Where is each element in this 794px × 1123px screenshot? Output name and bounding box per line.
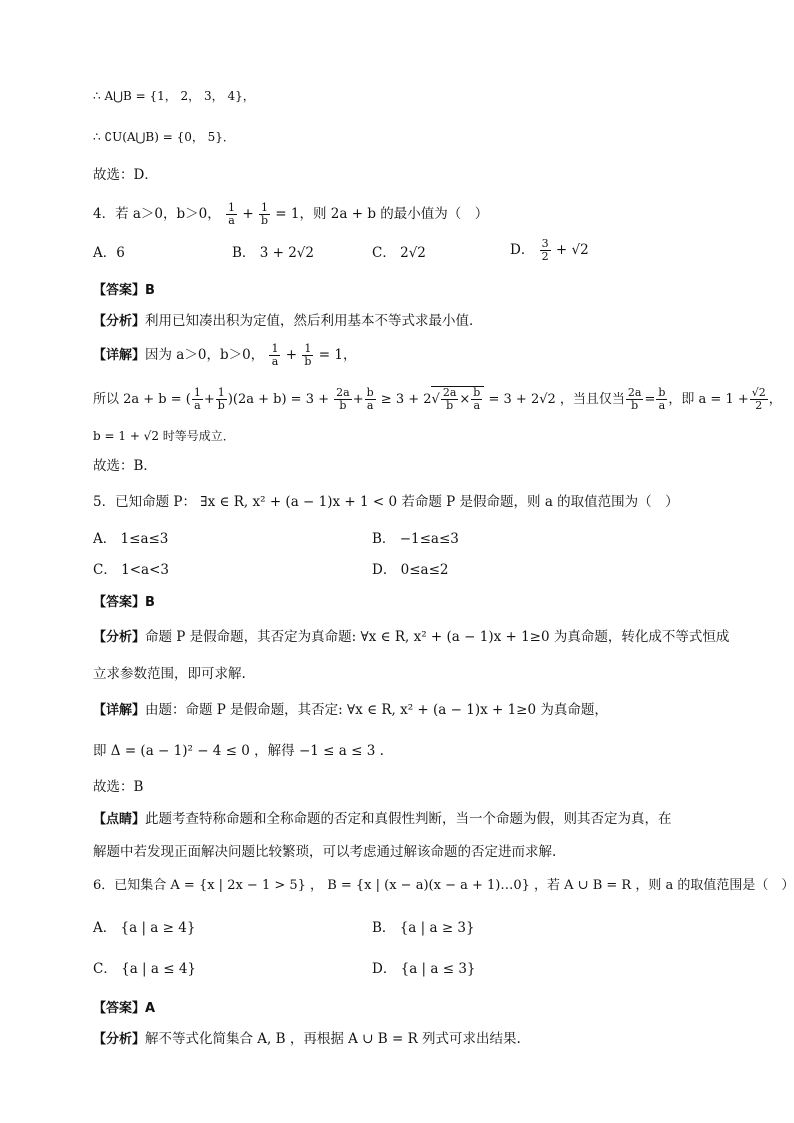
option-b: B． −1≤a≤3 [372,531,459,547]
option-a: A．6 [93,245,125,261]
analysis-line: 【分析】解不等式化简集合 A, B ，再根据 A ∪ B = R 列式可求出结果. [93,1031,521,1047]
option-d: D． {a | a ≤ 3} [372,961,476,977]
option-c: C． 1<a<3 [93,562,169,578]
analysis-line: 【分析】利用已知凑出积为定值，然后利用基本不等式求最小值． [93,313,483,329]
option-d: D． 0≤a≤2 [372,562,449,578]
comment-line: 【点睛】此题考查特称命题和全称命题的否定和真假性判断，当一个命题为假，则其否定为真，在 [93,811,672,827]
detail-line: 所以 2a + b = ( $\frac{1}{a}$ + $\frac{1}{b}$ )(2a + b) = 3 + $\frac{2a}{b}$ + $\frac{b}{a}$ ≥ 3 + 2√ $\frac{2a}{b}$ × $\frac{b}{a}$ = 3 + 2√2 ，当且仅当 $\frac{2a}{b}$ = $\frac{b}{a}$ ，即 a = 1 + $\frac{√2}{2}$ ， [93,386,782,412]
text-line: ∴ ∁U(A⋃B) = {0， 5}． [93,130,235,144]
detail-line: b = 1 + √2 时等号成立． [93,429,235,443]
detail-line: 即 Δ = (a − 1)² − 4 ≤ 0 ，解得 −1 ≤ a ≤ 3 . [93,743,384,759]
option-a: A． {a | a ≥ 4} [93,920,196,936]
detail-line: 【详解】由题：命题 P 是假命题，其否定: ∀x ∈ R, x² + (a − 1)x + 1≥0 为真命题， [93,702,608,718]
analysis-line: 【分析】命题 P 是假命题，其否定为真命题: ∀x ∈ R, x² + (a − 1)x + 1≥0 为真命题，转化成不等式恒成 [93,629,730,645]
question-6-stem: 6．已知集合 A = {x | 2x − 1 > 5} ， B = {x | (x − a)(x − a + 1)…0} ，若 A ∪ B = R ，则 a 的取值范围是（ ） [93,878,794,893]
text-line: 故选：D． [93,167,158,183]
detail-line: 【详解】因为 a＞0，b＞0， $\frac{1}{a}$ + $\frac{1}{b}$ = 1， [93,342,357,368]
answer-line: 【答案】A [93,1001,156,1016]
option-b: B． {a | a ≥ 3} [372,920,475,936]
comment-line: 解题中若发现正面解决问题比较繁琐，可以考虑通过解该命题的否定进而求解. [93,844,557,860]
option-b: B． 3 + 2√2 [232,245,314,261]
question-4-stem: 4．若 a＞0，b＞0， $\frac{1}{a}$ + $\frac{1}{b}$ = 1，则 2a + b 的最小值为（ ） [93,201,489,227]
fraction: $\frac{1}{b}$ [260,201,268,227]
answer-line: 【答案】B [93,595,155,610]
option-c: C． {a | a ≤ 4} [93,961,197,977]
option-a: A． 1≤a≤3 [93,531,169,547]
fraction: $\frac{1}{a}$ [228,201,236,227]
option-d: D． $\frac{3}{2}$ + √2 [510,237,589,263]
question-5-stem: 5．已知命题 P： ∃x ∈ R, x² + (a − 1)x + 1 < 0 若命题 P 是假命题，则 a 的取值范围为（ ） [93,494,679,510]
text-line: 故选：B． [93,458,157,474]
text-line: 故选：B [93,779,144,795]
answer-line: 【答案】B [93,283,155,298]
option-c: C． 2√2 [372,245,426,261]
text-line: ∴ A⋃B = {1， 2， 3， 4}， [93,89,255,103]
analysis-line: 立求参数范围，即可求解. [93,666,246,682]
